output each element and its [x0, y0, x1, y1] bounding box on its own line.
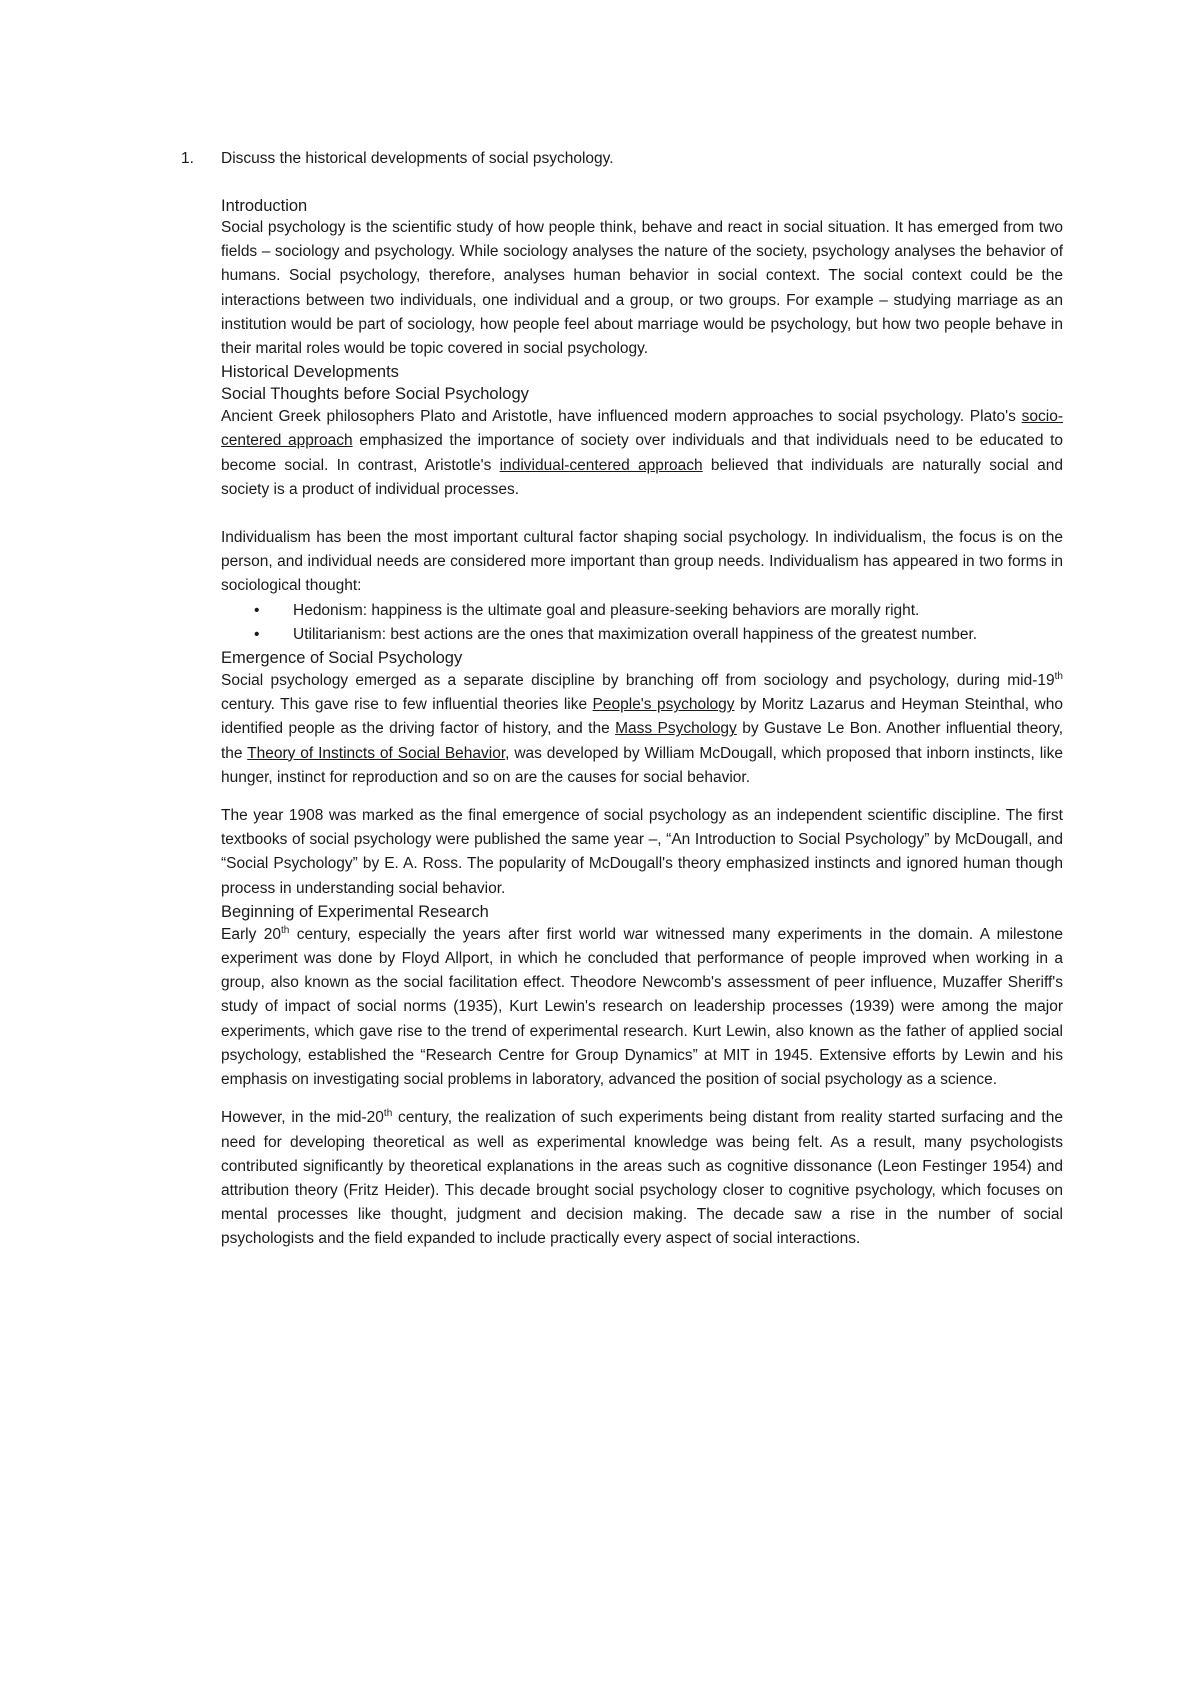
- socio-centered-approach-term: socio-centered approach: [221, 408, 1063, 450]
- text-span: century, especially the years after first world war witnessed many experiments in the domain. A milestone experiment was done by Floyd Allport, in which he concluded that performance of people improved when working in a group, also known as the social facilitation effect. Theodore Newcomb's assessment of peer influence, Muzaffer Sheriff's study of impact of social norms (1935), Kurt Lewin's research on leadership processes (1939) were among the major experiments, which gave rise to the trend of experimental research. Kurt Lewin, also known as the father of applied social psychology, established the “Research Centre for Group Dynamics” at MIT in 1945. Extensive efforts by Lewin and his emphasis on investigating social problems in laboratory, advanced the position of social psychology as a science.: [221, 925, 1063, 1089]
- bullet-icon: •: [254, 601, 260, 619]
- text-span: century, the realization of such experiments being distant from reality started surfacing and the need for developing theoretical as well as experimental knowledge was being felt. As a result, many psychologists contributed significantly by theoretical explanations in the areas such as cognitive dissonance (Leon Festinger 1954) and attribution theory (Fritz Heider). This decade brought social psychology closer to cognitive psychology, which focuses on mental processes like thought, judgment and decision making. The decade saw a rise in the number of social psychologists and the field expanded to include practically every aspect of social interactions.: [221, 1109, 1063, 1248]
- mass-psychology-term: Mass Psychology: [615, 720, 737, 738]
- emergence-paragraph-1: [221, 669, 1063, 790]
- experimental-paragraph-1: [221, 923, 1063, 1092]
- bullet-icon: •: [254, 625, 260, 643]
- introduction-paragraph: Social psychology is the scientific study of how people think, behave and react in social situation. It has emerged from two fields – sociology and psychology. While sociology analyses the nature of the society, psychology analyses the behavior of humans. Social psychology, therefore, analyses human behavior in social context. The social context could be the interactions between two individuals, one individual and a group, or two groups. For example – studying marriage as an institution would be part of sociology, how people feel about marriage would be psychology, but how two people behave in their marital roles would be topic covered in social psychology.: [221, 219, 1063, 358]
- text-span: However, in the mid-20: [221, 1109, 384, 1127]
- emergence-heading: Emergence of Social Psychology: [221, 649, 463, 668]
- peoples-psychology-term: People's psychology: [592, 696, 735, 714]
- experimental-research-heading: Beginning of Experimental Research: [221, 902, 489, 921]
- superscript: th: [383, 1108, 393, 1120]
- text-span: by Moritz Lazarus and Heyman Steinthal, who identified people as the driving factor of history, and the: [221, 696, 1063, 738]
- text-span: believed that individuals are naturally social and society is a product of individual processes.: [221, 456, 1063, 498]
- bullet-list: [221, 599, 1063, 647]
- historical-developments-heading: Historical Developments: [221, 363, 399, 382]
- text-span: by Gustave Le Bon. Another influential theory, the: [221, 720, 1064, 762]
- text-span: century. This gave rise to few influential theories like: [221, 696, 593, 714]
- theory-of-instincts-term: Theory of Instincts of Social Behavior: [247, 744, 506, 762]
- social-thoughts-paragraph-2: Individualism has been the most important cultural factor shaping social psychology. In individualism, the focus is on the person, and individual needs are considered more important than group needs. Individualism has appeared in two forms in sociological thought:: [221, 529, 1063, 595]
- text-span: , was developed by William McDougall, which proposed that inborn instincts, like hunger, instinct for reproduction and so on are the causes for social behavior.: [221, 744, 1063, 786]
- individual-centered-approach-term: individual-centered approach: [499, 456, 703, 474]
- question-number: 1.: [181, 150, 194, 167]
- list-item-text: Utilitarianism: best actions are the ones that maximization overall happiness of the greatest number.: [293, 625, 978, 643]
- list-item: [221, 599, 1063, 623]
- social-thoughts-heading: Social Thoughts before Social Psychology: [221, 385, 529, 404]
- superscript: th: [281, 924, 290, 936]
- experimental-paragraph-2: [221, 1106, 1063, 1251]
- text-span: emphasized the importance of society over individuals and that individuals need to be educated to become social. In contrast, Aristotle's: [221, 432, 1063, 474]
- superscript: th: [1054, 670, 1063, 682]
- social-thoughts-paragraph-1: [221, 405, 1063, 502]
- introduction-heading: Introduction: [221, 197, 308, 215]
- question-text: Discuss the historical developments of social psychology.: [221, 150, 614, 167]
- text-span: Ancient Greek philosophers Plato and Aristotle, have influenced modern approaches to social psychology. Plato's: [221, 408, 1022, 426]
- list-item-text: Hedonism: happiness is the ultimate goal and pleasure-seeking behaviors are morally right.: [293, 601, 920, 619]
- list-item: [221, 623, 1063, 647]
- text-span: Early 20: [221, 925, 282, 943]
- emergence-paragraph-2: The year 1908 was marked as the final emergence of social psychology as an independent scientific discipline. The first textbooks of social psychology were published the same year –, “An Introduction to Social Psychology” by McDougall, and “Social Psychology” by E. A. Ross. The popularity of McDougall's theory emphasized instincts and ignored human though process in understanding social behavior.: [221, 807, 1063, 897]
- question-line: [181, 149, 614, 169]
- text-span: Social psychology emerged as a separate discipline by branching off from sociology and psychology, during mid-19: [221, 672, 1055, 690]
- document-body: [221, 196, 1063, 1252]
